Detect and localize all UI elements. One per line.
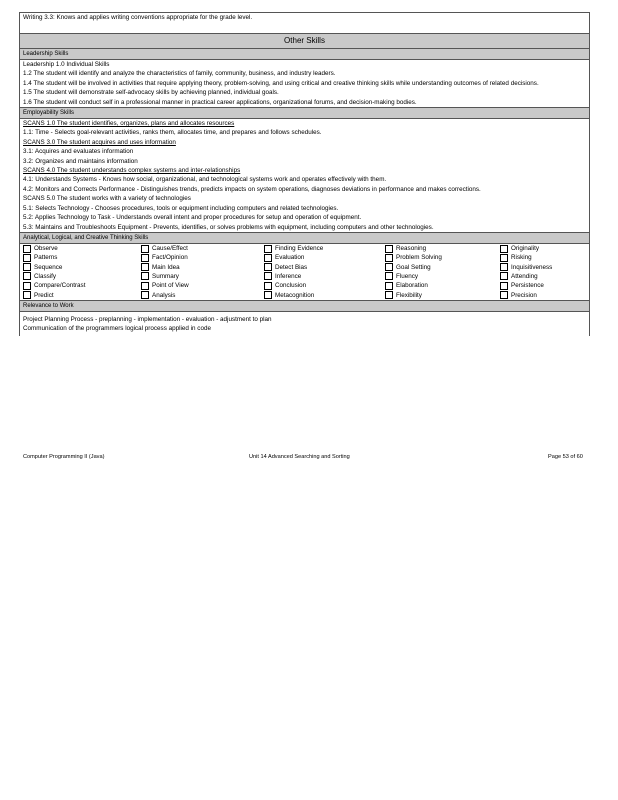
skill-attending[interactable] bbox=[500, 272, 594, 281]
checkbox[interactable] bbox=[264, 245, 272, 253]
checkbox-label: Finding Evidence bbox=[275, 245, 324, 253]
skill-point-of-view[interactable] bbox=[141, 281, 264, 290]
other-skills-heading: Other Skills bbox=[19, 34, 590, 48]
checkbox-label: Precision bbox=[511, 291, 537, 299]
skill-evaluation[interactable] bbox=[264, 253, 385, 262]
skill-conclusion[interactable] bbox=[264, 281, 385, 290]
skill-risking[interactable] bbox=[500, 253, 594, 262]
scans-line: 5.3: Maintains and Troubleshoots Equipment - Prevents, identifies, or solves problems with equipment, including computers and other technologies. bbox=[23, 223, 434, 231]
checkbox-label: Elaboration bbox=[396, 282, 428, 290]
checkbox-label: Main Idea bbox=[152, 263, 180, 271]
leadership-skills-band: Leadership Skills bbox=[19, 48, 590, 60]
checkbox[interactable] bbox=[500, 254, 508, 262]
skill-problem-solving[interactable] bbox=[385, 253, 500, 262]
writing-standard-text: Writing 3.3: Knows and applies writing conventions appropriate for the grade level. bbox=[23, 14, 253, 21]
skill-summary[interactable] bbox=[141, 272, 264, 281]
checkbox-label: Compare/Contrast bbox=[34, 282, 86, 290]
scans-line: 5.2: Applies Technology to Task - Understands overall intent and proper procedures for setup and operation of equipment. bbox=[23, 214, 362, 222]
checkbox[interactable] bbox=[141, 282, 149, 290]
checkbox[interactable] bbox=[141, 254, 149, 262]
leadership-skills-section bbox=[19, 60, 590, 107]
checkbox[interactable] bbox=[23, 245, 31, 253]
checkbox[interactable] bbox=[500, 291, 508, 299]
checklist-column bbox=[385, 244, 500, 300]
skill-observe[interactable] bbox=[23, 244, 141, 253]
leadership-line: 1.6 The student will conduct self in a professional manner in practical career applications, organizational forums, and decision-making bodies. bbox=[23, 98, 417, 106]
checkbox-label: Metacognition bbox=[275, 291, 315, 299]
checkbox-label: Fact/Opinion bbox=[152, 254, 188, 262]
checkbox-label: Evaluation bbox=[275, 254, 305, 262]
checkbox-label: Flexibility bbox=[396, 291, 422, 299]
checkbox-label: Classify bbox=[34, 272, 57, 280]
checkbox[interactable] bbox=[264, 282, 272, 290]
checkbox[interactable] bbox=[23, 282, 31, 290]
checkbox-label: Fluency bbox=[396, 272, 419, 280]
checkbox[interactable] bbox=[23, 254, 31, 262]
skill-fluency[interactable] bbox=[385, 272, 500, 281]
document-page bbox=[19, 12, 590, 336]
skill-reasoning[interactable] bbox=[385, 244, 500, 253]
skill-goal-setting[interactable] bbox=[385, 263, 500, 272]
skill-cause-effect[interactable] bbox=[141, 244, 264, 253]
checkbox-label: Inference bbox=[275, 272, 302, 280]
checklist-column bbox=[264, 244, 385, 300]
checkbox[interactable] bbox=[141, 263, 149, 271]
skill-detect-bias[interactable] bbox=[264, 263, 385, 272]
checkbox-label: Predict bbox=[34, 291, 54, 299]
checkbox-label: Problem Solving bbox=[396, 254, 442, 262]
checkbox-label: Observe bbox=[34, 245, 58, 253]
scans-line: 1.1: Time - Selects goal-relevant activities, ranks them, allocates time, and prepares and follows schedules. bbox=[23, 129, 322, 137]
thinking-skills-band: Analytical, Logical, and Creative Thinking Skills bbox=[19, 232, 590, 244]
checkbox-label: Patterns bbox=[34, 254, 58, 262]
checkbox[interactable] bbox=[500, 263, 508, 271]
leadership-line: 1.5 The student will demonstrate self-advocacy skills by achieving planned, individual goals. bbox=[23, 89, 279, 97]
checkbox[interactable] bbox=[385, 245, 393, 253]
checkbox-label: Attending bbox=[511, 272, 538, 280]
checkbox[interactable] bbox=[23, 291, 31, 299]
checkbox[interactable] bbox=[385, 282, 393, 290]
checklist-column bbox=[141, 244, 264, 300]
skill-sequence[interactable] bbox=[23, 263, 141, 272]
employability-skills-band: Employability Skills bbox=[19, 107, 590, 119]
skill-precision[interactable] bbox=[500, 290, 594, 299]
scans-line: 4.2: Monitors and Corrects Performance - Distinguishes trends, predicts impacts on system operations, diagnoses deviations in performance and makes corrections. bbox=[23, 185, 481, 193]
skill-analysis[interactable] bbox=[141, 290, 264, 299]
skill-originality[interactable] bbox=[500, 244, 594, 253]
checkbox[interactable] bbox=[385, 263, 393, 271]
checkbox-label: Persistence bbox=[511, 282, 544, 290]
footer-course: Computer Programming II (Java) bbox=[23, 454, 105, 460]
checkbox[interactable] bbox=[264, 272, 272, 280]
skill-flexibility[interactable] bbox=[385, 290, 500, 299]
footer-page-number: Page 53 of 60 bbox=[548, 454, 583, 460]
checkbox-label: Originality bbox=[511, 245, 539, 253]
scans-heading: SCANS 4.0 The student understands complex systems and inter-relationships bbox=[23, 167, 241, 175]
skill-inquisitiveness[interactable] bbox=[500, 263, 594, 272]
checkbox[interactable] bbox=[385, 291, 393, 299]
thinking-skills-checklist bbox=[19, 244, 590, 300]
skill-fact-opinion[interactable] bbox=[141, 253, 264, 262]
checkbox[interactable] bbox=[141, 272, 149, 280]
skill-compare-contrast[interactable] bbox=[23, 281, 141, 290]
checkbox-label: Reasoning bbox=[396, 245, 427, 253]
scans-heading: SCANS 5.0 The student works with a variety of technologies bbox=[23, 195, 191, 203]
writing-standard-row bbox=[19, 12, 590, 34]
checkbox[interactable] bbox=[264, 254, 272, 262]
relevance-line: Communication of the programmers logical process applied in code bbox=[23, 325, 211, 333]
checkbox-label: Analysis bbox=[152, 291, 176, 299]
skill-persistence[interactable] bbox=[500, 281, 594, 290]
scans-line: 5.1: Selects Technology - Chooses procedures, tools or equipment including computers and related technologies. bbox=[23, 204, 339, 212]
checkbox-label: Inquisitiveness bbox=[511, 263, 553, 271]
checkbox[interactable] bbox=[141, 245, 149, 253]
checkbox-label: Detect Bias bbox=[275, 263, 308, 271]
scans-line: 3.1: Acquires and evaluates information bbox=[23, 148, 134, 156]
skill-finding-evidence[interactable] bbox=[264, 244, 385, 253]
checkbox-label: Point of View bbox=[152, 282, 189, 290]
relevance-to-work-section bbox=[19, 312, 590, 336]
footer-unit: Unit 14 Advanced Searching and Sorting bbox=[249, 454, 350, 460]
checkbox[interactable] bbox=[141, 291, 149, 299]
scans-line: 3.2: Organizes and maintains information bbox=[23, 157, 138, 165]
skill-inference[interactable] bbox=[264, 272, 385, 281]
skill-metacognition[interactable] bbox=[264, 290, 385, 299]
checkbox[interactable] bbox=[385, 272, 393, 280]
checklist-column bbox=[500, 244, 594, 300]
checkbox[interactable] bbox=[23, 272, 31, 280]
checkbox[interactable] bbox=[385, 254, 393, 262]
checkbox-label: Summary bbox=[152, 272, 179, 280]
scans-heading: SCANS 1.0 The student identifies, organizes, plans and allocates resources bbox=[23, 120, 235, 128]
checkbox-label: Risking bbox=[511, 254, 532, 262]
checkbox-label: Sequence bbox=[34, 263, 63, 271]
checkbox[interactable] bbox=[500, 282, 508, 290]
leadership-line: 1.2 The student will identify and analyze the characteristics of family, community, business, and industry leaders. bbox=[23, 70, 336, 78]
skill-patterns[interactable] bbox=[23, 253, 141, 262]
checkbox-label: Goal Setting bbox=[396, 263, 431, 271]
scans-line: 4.1: Understands Systems - Knows how social, organizational, and technological systems work and operates effectively with them. bbox=[23, 176, 387, 184]
leadership-line: Leadership 1.0 Individual Skills bbox=[23, 61, 110, 68]
employability-skills-section bbox=[19, 119, 590, 232]
relevance-line: Project Planning Process - preplanning - implementation - evaluation - adjustment to plan bbox=[23, 315, 272, 323]
checkbox-label: Cause/Effect bbox=[152, 245, 188, 253]
scans-heading: SCANS 3.0 The student acquires and uses information bbox=[23, 138, 176, 146]
checkbox[interactable] bbox=[500, 272, 508, 280]
checkbox[interactable] bbox=[264, 291, 272, 299]
checkbox[interactable] bbox=[23, 263, 31, 271]
skill-main-idea[interactable] bbox=[141, 263, 264, 272]
relevance-to-work-band: Relevance to Work bbox=[19, 300, 590, 312]
checkbox[interactable] bbox=[264, 263, 272, 271]
checkbox[interactable] bbox=[500, 245, 508, 253]
checkbox-label: Conclusion bbox=[275, 282, 307, 290]
checklist-column bbox=[23, 244, 141, 300]
skill-elaboration[interactable] bbox=[385, 281, 500, 290]
skill-classify[interactable] bbox=[23, 272, 141, 281]
skill-predict[interactable] bbox=[23, 290, 141, 299]
leadership-line: 1.4 The student will be involved in activities that require applying theory, problem-solving, and using critical and creative thinking skills while understanding outcomes of related decisions. bbox=[23, 79, 539, 87]
